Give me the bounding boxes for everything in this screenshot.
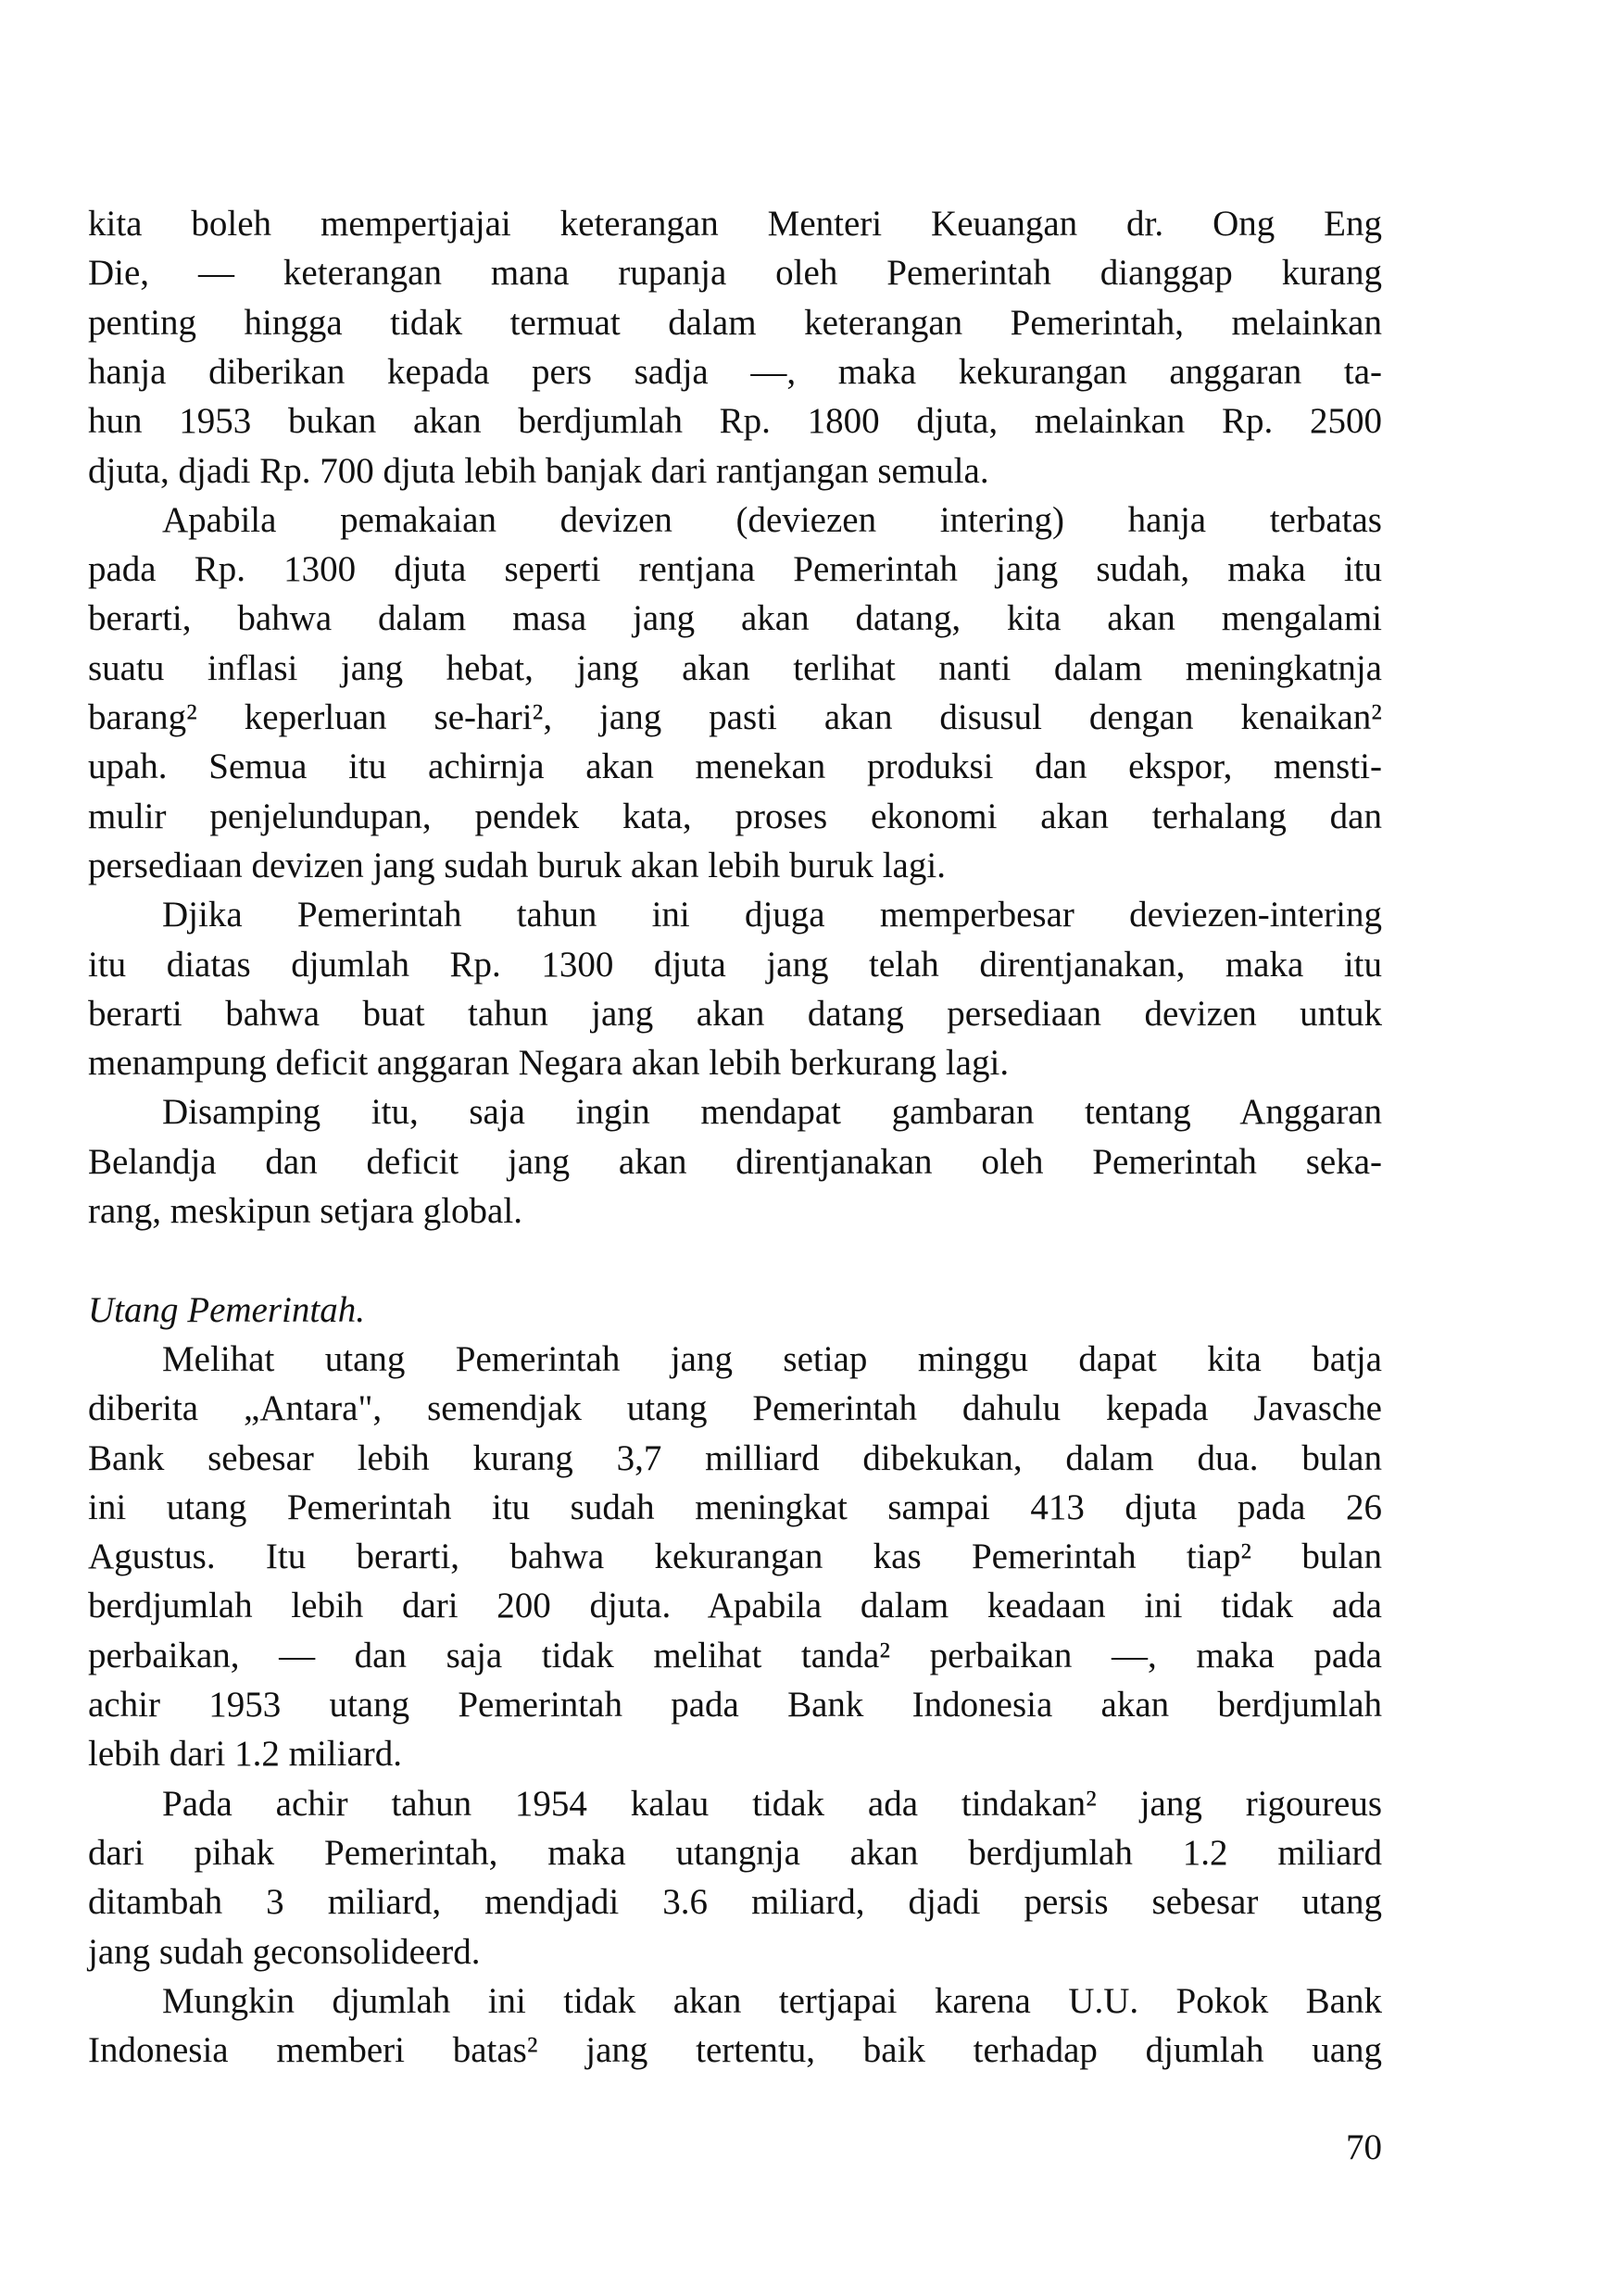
paragraph-line: persediaan devizen jang sudah buruk akan lebih buruk lagi. [88,845,946,885]
paragraph-line: barang² keperluan se-hari², jang pasti akan disusul dengan kenaikan² [88,697,1382,737]
paragraph-line: menampung deficit anggaran Negara akan lebih berkurang lagi. [88,1043,1010,1084]
section-heading: Utang Pemerintah. [88,1289,365,1330]
paragraph-line: djuta, djadi Rp. 700 djuta lebih banjak dari rantjangan semula. [88,450,989,491]
paragraph-line: Disamping itu, saja ingin mendapat gambaran tentang Anggaran [162,1092,1382,1133]
paragraph-line: pada Rp. 1300 djuta seperti rentjana Pemerintah jang sudah, maka itu [88,549,1382,590]
paragraph-line: perbaikan, — dan saja tidak melihat tanda² perbaikan —, maka pada [88,1635,1382,1675]
paragraph-line: diberita „Antara", semendjak utang Pemerintah dahulu kepada Javasche [88,1388,1382,1429]
paragraph-line: Indonesia memberi batas² jang tertentu, baik terhadap djumlah uang [88,2030,1382,2071]
paragraph-line: rang, meskipun setjara global. [88,1191,522,1231]
paragraph-line: berdjumlah lebih dari 200 djuta. Apabila dalam keadaan ini tidak ada [88,1586,1382,1626]
paragraph-line: upah. Semua itu achirnja akan menekan produksi dan ekspor, mensti- [88,747,1382,787]
paragraph-line: Belandja dan deficit jang akan direntjanakan oleh Pemerintah seka- [88,1141,1382,1182]
paragraph-line: Djika Pemerintah tahun ini djuga memperbesar deviezen-intering [162,895,1382,935]
paragraph-line: dari pihak Pemerintah, maka utangnja akan berdjumlah 1.2 miliard [88,1832,1382,1873]
paragraph-line: Melihat utang Pemerintah jang setiap minggu dapat kita batja [162,1338,1382,1379]
paragraph-line: Agustus. Itu berarti, bahwa kekurangan kas Pemerintah tiap² bulan [88,1537,1382,1577]
paragraph-line: Die, — keterangan mana rupanja oleh Pemerintah dianggap kurang [88,253,1382,294]
paragraph-line: berarti, bahwa dalam masa jang akan datang, kita akan mengalami [88,598,1382,639]
paragraph-line: kita boleh mempertjajai keterangan Menteri Keuangan dr. Ong Eng [88,204,1382,244]
paragraph-line: ditambah 3 miliard, mendjadi 3.6 miliard, djadi persis sebesar utang [88,1882,1382,1923]
paragraph-line: berarti bahwa buat tahun jang akan datang persediaan devizen untuk [88,993,1382,1034]
paragraph-line: mulir penjelundupan, pendek kata, proses ekonomi akan terhalang dan [88,796,1382,836]
paragraph-line: jang sudah geconsolideerd. [88,1931,481,1972]
paragraph-line: lebih dari 1.2 miliard. [88,1734,403,1775]
paragraph-line: hun 1953 bukan akan berdjumlah Rp. 1800 djuta, melainkan Rp. 2500 [88,401,1382,442]
paragraph-line: Bank sebesar lebih kurang 3,7 milliard dibekukan, dalam dua. bulan [88,1437,1382,1478]
paragraph-line: suatu inflasi jang hebat, jang akan terlihat nanti dalam meningkatnja [88,647,1382,688]
paragraph-line: penting hingga tidak termuat dalam keterangan Pemerintah, melainkan [88,302,1382,343]
paragraph-line: hanja diberikan kepada pers sadja —, maka kekurangan anggaran ta- [88,351,1382,392]
paragraph-line: itu diatas djumlah Rp. 1300 djuta jang telah direntjanakan, maka itu [88,944,1382,985]
paragraph-line: Pada achir tahun 1954 kalau tidak ada tindakan² jang rigoureus [162,1783,1382,1824]
paragraph-line: ini utang Pemerintah itu sudah meningkat sampai 413 djuta pada 26 [88,1487,1382,1527]
paragraph-line: Mungkin djumlah ini tidak akan tertjapai karena U.U. Pokok Bank [162,1980,1382,2021]
paragraph-line: achir 1953 utang Pemerintah pada Bank Indonesia akan berdjumlah [88,1685,1382,1725]
paragraph-line: Apabila pemakaian devizen (deviezen intering) hanja terbatas [162,499,1382,540]
page-number: 70 [1346,2127,1382,2167]
